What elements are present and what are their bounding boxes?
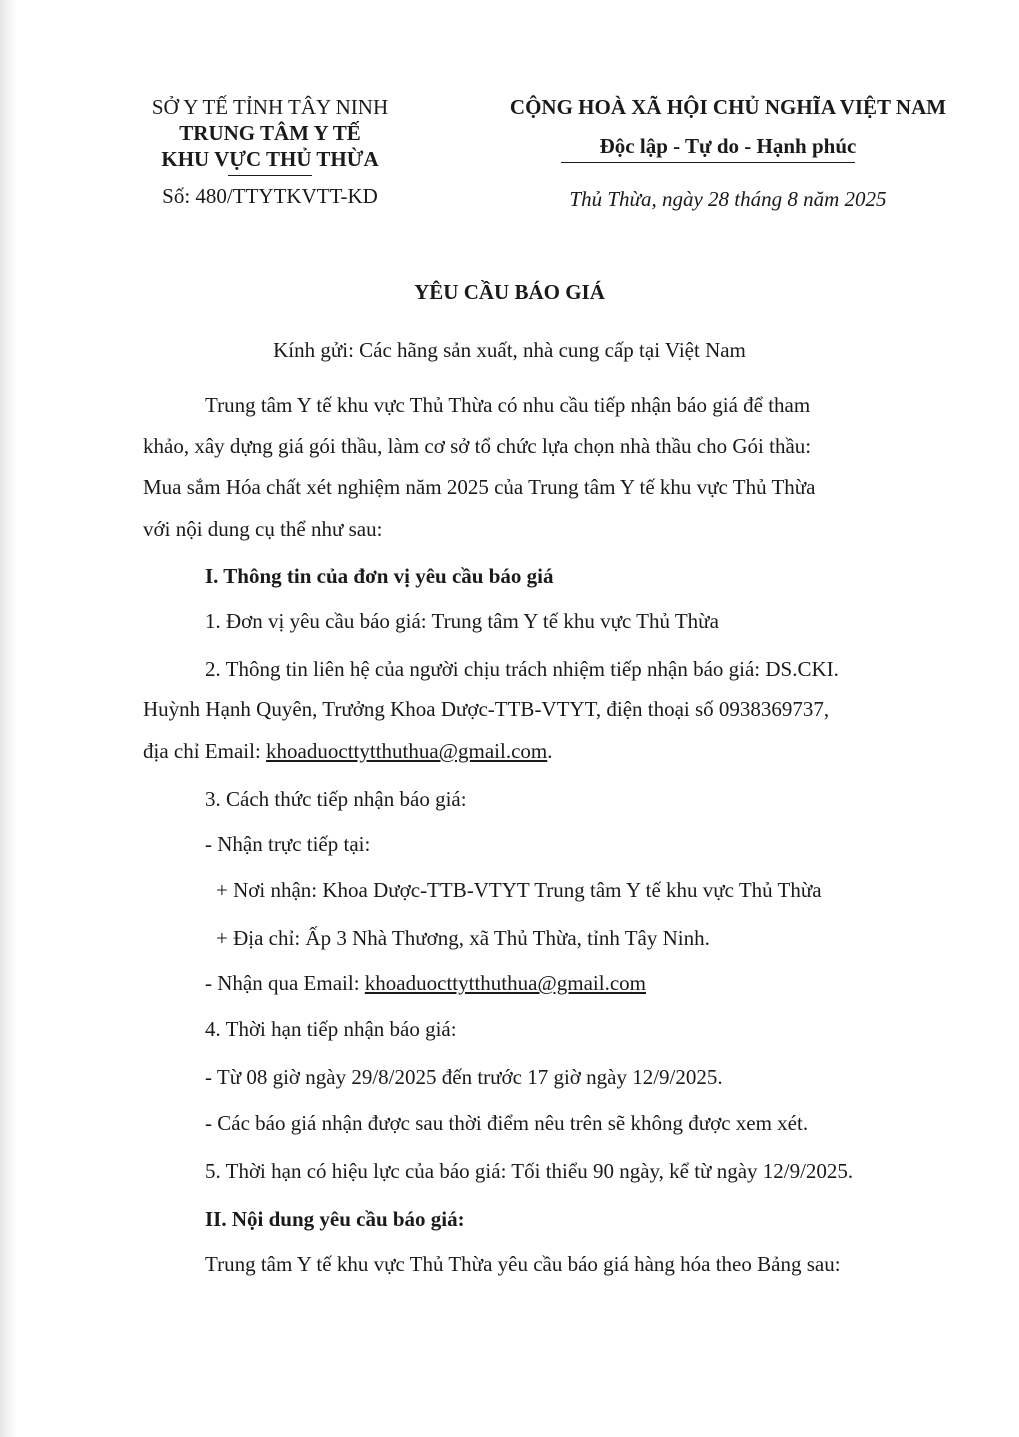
motto-underline	[561, 162, 855, 163]
email-receipt	[205, 970, 646, 996]
item-3: 3. Cách thức tiếp nhận báo giá:	[205, 787, 467, 811]
item-5: 5. Thời hạn có hiệu lực của báo giá: Tối thiểu 90 ngày, kể từ ngày 12/9/2025.	[205, 1159, 854, 1183]
intro-line-2: khảo, xây dựng giá gói thầu, làm cơ sở tổ chức lựa chọn nhà thầu cho Gói thầu:	[143, 434, 812, 458]
recipient: Kính gửi: Các hãng sản xuất, nhà cung cấp tại Việt Nam	[273, 338, 746, 362]
section-2-heading: II. Nội dung yêu cầu báo giá:	[205, 1207, 465, 1231]
national-motto: Độc lập - Tự do - Hạnh phúc	[599, 134, 857, 158]
intro-line-3: Mua sắm Hóa chất xét nghiệm năm 2025 của Trung tâm Y tế khu vực Thủ Thừa	[143, 475, 816, 499]
receipt-place: + Nơi nhận: Khoa Dược-TTB-VTYT Trung tâm Y tế khu vực Thủ Thừa	[216, 878, 822, 902]
item-4: 4. Thời hạn tiếp nhận báo giá:	[205, 1017, 457, 1041]
agency-underline	[228, 175, 312, 176]
item-1: 1. Đơn vị yêu cầu báo giá: Trung tâm Y tế khu vực Thủ Thừa	[205, 609, 719, 633]
place-date: Thủ Thừa, ngày 28 tháng 8 năm 2025	[569, 187, 887, 211]
email-period: .	[547, 739, 553, 763]
item-2-line-3	[143, 738, 553, 764]
agency-parent: SỞ Y TẾ TỈNH TÂY NINH	[151, 95, 389, 119]
email-label: địa chỉ Email:	[143, 739, 267, 763]
late-notice: - Các báo giá nhận được sau thời điểm nêu trên sẽ không được xem xét.	[205, 1111, 809, 1135]
scan-edge-shadow	[0, 0, 16, 1437]
section-2-line: Trung tâm Y tế khu vực Thủ Thừa yêu cầu báo giá hàng hóa theo Bảng sau:	[205, 1252, 841, 1276]
item-2-line-2: Huỳnh Hạnh Quyên, Trưởng Khoa Dược-TTB-VTYT, điện thoại số 0938369737,	[143, 697, 830, 721]
national-title: CỘNG HOÀ XÃ HỘI CHỦ NGHĨA VIỆT NAM	[509, 95, 947, 119]
receipt-address: + Địa chỉ: Ấp 3 Nhà Thương, xã Thủ Thừa, tỉnh Tây Ninh.	[216, 926, 710, 950]
contact-email-link[interactable]: khoaduocttytthuthua@gmail.com	[266, 739, 548, 763]
item-2-line-1: 2. Thông tin liên hệ của người chịu trách nhiệm tiếp nhận báo giá: DS.CKI.	[205, 657, 839, 681]
section-1-heading: I. Thông tin của đơn vị yêu cầu báo giá	[205, 564, 554, 588]
receipt-period: - Từ 08 giờ ngày 29/8/2025 đến trước 17 giờ ngày 12/9/2025.	[205, 1065, 723, 1089]
direct-receipt: - Nhận trực tiếp tại:	[205, 832, 371, 856]
agency-name-line2: KHU VỰC THỦ THỪA	[161, 147, 379, 171]
document-number: Số: 480/TTYTKVTT-KD	[162, 184, 378, 208]
email-receipt-label: - Nhận qua Email:	[205, 971, 365, 995]
agency-name-line1: TRUNG TÂM Y TẾ	[179, 121, 361, 145]
receipt-email-link[interactable]: khoaduocttytthuthua@gmail.com	[364, 971, 646, 995]
intro-line-4: với nội dung cụ thể như sau:	[143, 517, 383, 541]
document-title: YÊU CẦU BÁO GIÁ	[414, 280, 605, 304]
intro-line-1: Trung tâm Y tế khu vực Thủ Thừa có nhu cầu tiếp nhận báo giá để tham	[205, 393, 811, 417]
